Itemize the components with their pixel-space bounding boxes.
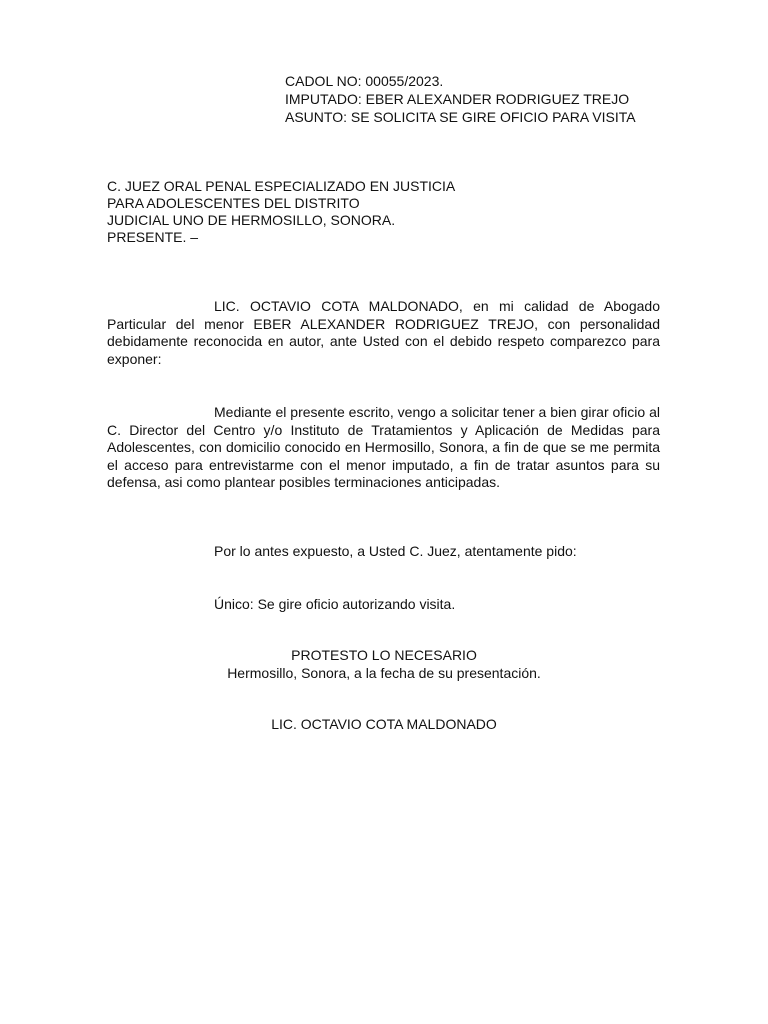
case-number: CADOL NO: 00055/2023. (285, 73, 444, 89)
addressee-line-1: C. JUEZ ORAL PENAL ESPECIALIZADO EN JUSTICIA (107, 178, 456, 194)
request-text: Mediante el presente escrito, vengo a solicitar tener a bien girar oficio al C. Director del Centro y/o Instituto de Tratamientos y Aplicación de Medidas para Adolescentes, con domicilio conocido en Hermosillo, Sonora, a fin de que se me permita el acceso para entrevistarme con el menor imputado, a fin de tratar asuntos para su defensa, asi como plantear posibles terminaciones anticipadas. (107, 404, 660, 490)
addressee-line-2: PARA ADOLESCENTES DEL DISTRITO (107, 195, 360, 211)
unique-request-line: Único: Se gire oficio autorizando visita. (214, 596, 456, 612)
subject-line: ASUNTO: SE SOLICITA SE GIRE OFICIO PARA VISITA (285, 109, 636, 125)
request-paragraph (107, 404, 660, 492)
petition-line: Por lo antes expuesto, a Usted C. Juez, atentamente pido: (214, 543, 577, 559)
protest-line: PROTESTO LO NECESARIO (291, 647, 477, 663)
place-date-line: Hermosillo, Sonora, a la fecha de su presentación. (227, 665, 541, 681)
defendant-line: IMPUTADO: EBER ALEXANDER RODRIGUEZ TREJO (285, 91, 630, 107)
addressee-line-4: PRESENTE. – (107, 229, 199, 245)
intro-paragraph (107, 298, 660, 368)
addressee-line-3: JUDICIAL UNO DE HERMOSILLO, SONORA. (107, 212, 396, 228)
signature-name: LIC. OCTAVIO COTA MALDONADO (271, 716, 497, 732)
intro-text: LIC. OCTAVIO COTA MALDONADO, en mi calidad de Abogado Particular del menor EBER ALEXANDER RODRIGUEZ TREJO, con personalidad debidamente reconocida en autor, ante Usted con el debido respeto comparezco para exponer: (107, 298, 660, 367)
